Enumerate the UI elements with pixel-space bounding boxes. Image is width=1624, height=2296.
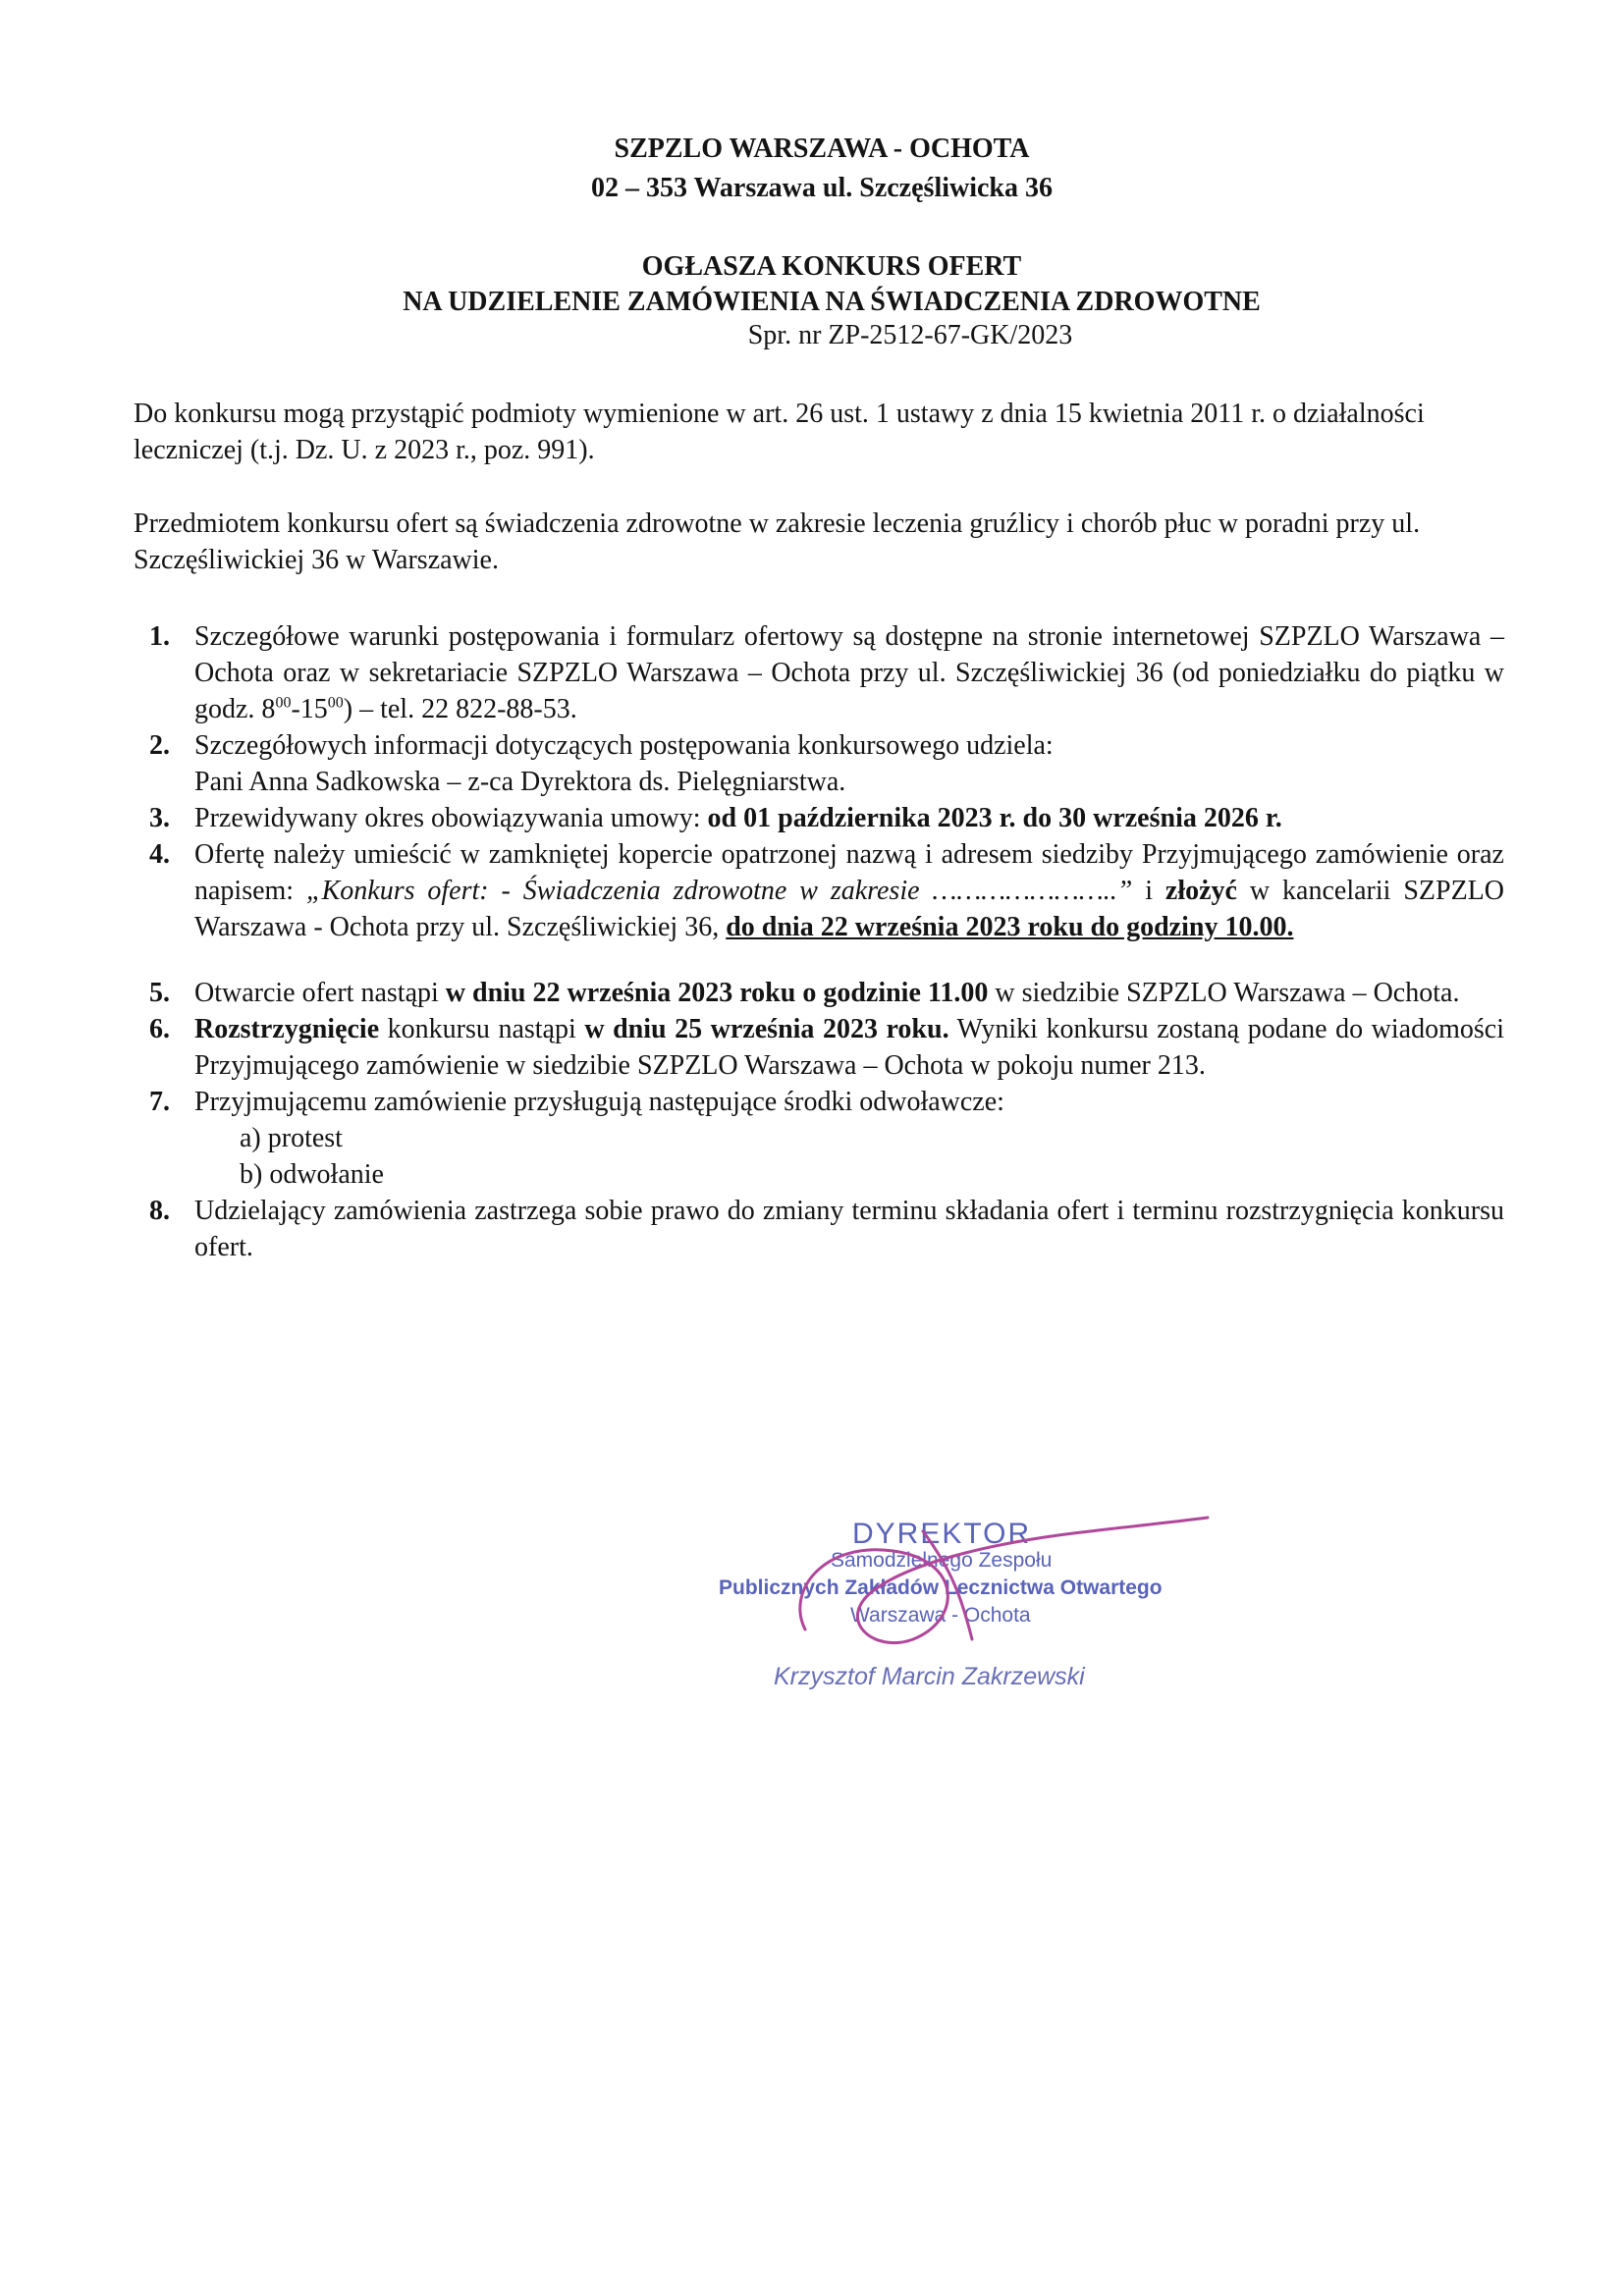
list-item	[149, 1084, 1504, 1193]
intro-subject: Przedmiotem konkursu ofert są świadczenia zdrowotne w zakresie leczenia gruźlicy i chorób płuc w poradni przy ul. Szczęśliwickiej 36 w Warszawie.	[134, 508, 1421, 575]
handwritten-signature	[766, 1512, 1218, 1659]
list-item	[149, 800, 1504, 836]
item-text	[194, 800, 1504, 836]
item-number: 3.	[149, 803, 170, 833]
remedy-appeal: b) odwołanie	[240, 1159, 384, 1190]
item-text	[194, 975, 1504, 1011]
intro-eligibility: Do konkursu mogą przystąpić podmioty wymienione w art. 26 ust. 1 ustawy z dnia 15 kwietnia 2011 r. o działalności leczniczej (t.j. Dz. U. z 2023 r., poz. 991).	[134, 399, 1425, 465]
item-text-part: w kancelarii SZPZLO Warszawa - Ochota przy ul. Szczęśliwickiej 36,	[194, 876, 1505, 942]
spacer	[149, 945, 1504, 975]
stamp-line: Warszawa - Ochota	[850, 1604, 1031, 1627]
superscript: 00	[275, 694, 292, 712]
item-text	[194, 836, 1504, 945]
item-number: 4.	[149, 839, 170, 870]
resolution-date: w dniu 25 września 2023 roku.	[584, 1014, 949, 1044]
list-item	[149, 618, 1504, 727]
item-text-part: złożyć	[1164, 876, 1237, 906]
submission-deadline: do dnia 22 września 2023 roku do godziny 10.00.	[726, 912, 1294, 942]
item-text-part: Wyniki konkursu zostaną podane do wiadomości Przyjmującego zamówienie w siedzibie SZPZLO Warszawa – Ochota w pokoju numer 213.	[194, 1014, 1504, 1081]
list-item	[149, 727, 1504, 800]
contract-period: od 01 października 2023 r. do 30 września 2026 r.	[707, 803, 1282, 833]
item-text-part: Szczegółowe warunki postępowania i formularz ofertowy są dostępne na stronie internetowej SZPZLO Warszawa – Ochota oraz w sekretariacie SZPZLO Warszawa – Ochota przy ul. Szczęśliwickiej 36 (od poniedziałku do piątku w godz. 8	[194, 621, 1504, 724]
item-number: 7.	[149, 1087, 170, 1117]
conditions-list	[149, 618, 1504, 1265]
item-text-part: Szczegółowych informacji dotyczących postępowania konkursowego udziela:	[194, 730, 1054, 761]
item-text	[194, 727, 1504, 800]
stamp-line: Samodzielnego Zespołu	[831, 1549, 1053, 1572]
item-text: Udzielający zamówienia zastrzega sobie prawo do zmiany terminu składania ofert i terminu rozstrzygnięcia konkursu ofert.	[194, 1196, 1504, 1262]
item-number: 5.	[149, 978, 170, 1008]
item-text-part: w siedzibie SZPZLO Warszawa – Ochota.	[988, 978, 1460, 1008]
item-text-part: Ofertę należy umieścić w zamkniętej kopercie opatrzonej nazwą i adresem siedziby Przyjmującego zamówienie oraz napisem:	[194, 839, 1504, 906]
list-item	[149, 1011, 1504, 1084]
item-text-part: Przyjmującemu zamówienie przysługują następujące środki odwoławcze:	[194, 1087, 1004, 1117]
envelope-label: „Konkurs ofert: - Świadczenia zdrowotne w zakresie …………………..”	[306, 876, 1133, 906]
item-number: 1.	[149, 621, 170, 652]
item-text-part: i	[1132, 876, 1165, 906]
superscript: 00	[327, 694, 344, 712]
item-text	[194, 1084, 1504, 1193]
item-text-part: ) – tel. 22 822-88-53.	[343, 694, 577, 724]
remedy-protest: a) protest	[240, 1123, 343, 1153]
list-item	[149, 975, 1504, 1011]
list-item	[149, 1193, 1504, 1265]
item-number: 6.	[149, 1014, 170, 1044]
item-text	[194, 1011, 1504, 1084]
header-subject: NA UDZIELENIE ZAMÓWIENIA NA ŚWIADCZENIA ZDROWOTNE	[403, 287, 1261, 317]
list-item	[149, 836, 1504, 945]
header-case-number: Spr. nr ZP-2512-67-GK/2023	[747, 320, 1073, 350]
contact-person: Pani Anna Sadkowska – z-ca Dyrektora ds. Pielęgniarstwa.	[194, 767, 846, 797]
item-text	[194, 618, 1504, 727]
stamp-title: DYREKTOR	[852, 1518, 1032, 1550]
item-number: 2.	[149, 730, 170, 761]
item-text-part: Otwarcie ofert nastąpi	[194, 978, 446, 1008]
header-announcement: OGŁASZA KONKURS OFERT	[641, 251, 1022, 282]
opening-date: w dniu 22 września 2023 roku o godzinie 11.00	[445, 978, 989, 1008]
header-address: 02 – 353 Warszawa ul. Szczęśliwicka 36	[590, 173, 1053, 203]
stamp-line: Publicznych Zakładów Lecznictwa Otwartego	[719, 1576, 1163, 1599]
header-institution: SZPZLO WARSZAWA - OCHOTA	[614, 133, 1030, 164]
item-text-part: Rozstrzygnięcie	[194, 1014, 380, 1044]
stamp-signatory-name: Krzysztof Marcin Zakrzewski	[774, 1663, 1085, 1690]
item-text-part: -15	[291, 694, 328, 724]
item-text-part: konkursu nastąpi	[379, 1014, 585, 1044]
item-number: 8.	[149, 1196, 170, 1226]
item-text-part: Przewidywany okres obowiązywania umowy:	[194, 803, 708, 833]
